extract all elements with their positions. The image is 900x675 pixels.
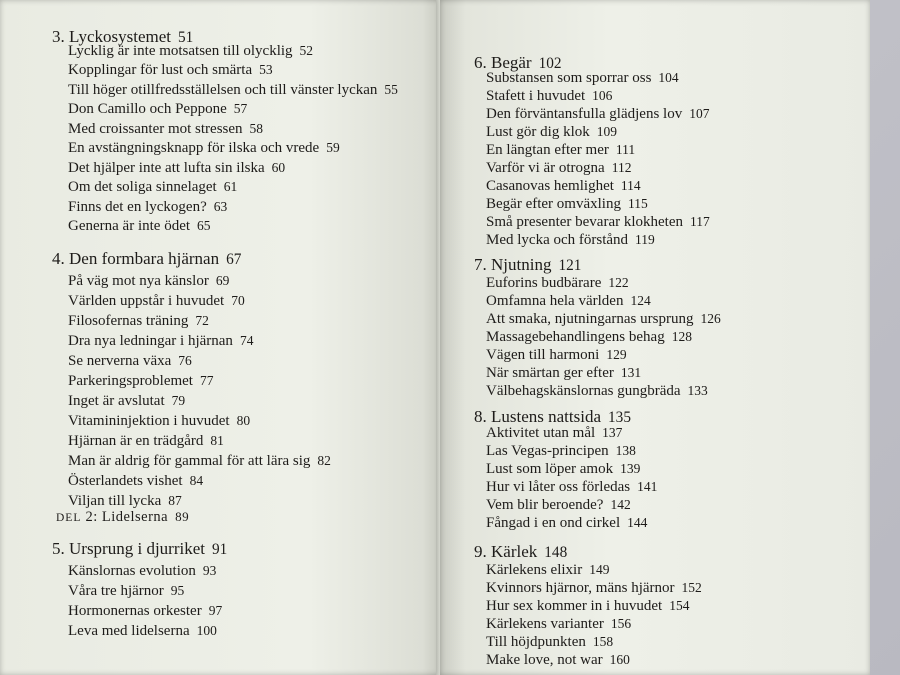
page-number: 58	[249, 121, 264, 136]
page-number: 135	[608, 409, 631, 426]
entry-title: När smärtan ger efter	[486, 365, 614, 381]
page-number: 84	[189, 473, 204, 488]
page-number: 114	[620, 178, 641, 193]
toc-entry[interactable]	[486, 161, 631, 176]
chapter-title: Den formbara hjärnan	[69, 249, 220, 268]
entry-title: Massagebehandlingens behag	[486, 329, 665, 345]
toc-entry[interactable]	[486, 107, 709, 122]
chapter-title: Ursprung i djurriket	[69, 539, 205, 558]
entry-title: Hur vi låter oss förledas	[486, 479, 631, 495]
toc-entry[interactable]	[486, 294, 651, 309]
page-number: 63	[213, 199, 228, 214]
page-number: 52	[299, 43, 314, 58]
page-number: 160	[609, 652, 630, 667]
chapter-title: Lyckosystemet	[69, 27, 171, 46]
toc-entry[interactable]	[486, 197, 648, 212]
page-number: 141	[637, 479, 658, 494]
toc-entry[interactable]	[68, 604, 222, 619]
page-number: 97	[208, 603, 223, 618]
entry-title: Hormonernas orkester	[68, 603, 202, 619]
toc-entry[interactable]	[68, 83, 398, 98]
left-page	[0, 0, 440, 675]
entry-title: Aktivitet utan mål	[486, 425, 596, 441]
page-number: 104	[658, 70, 679, 85]
toc-entry[interactable]	[486, 653, 630, 668]
toc-entry[interactable]	[486, 426, 622, 441]
toc-entry[interactable]	[486, 384, 708, 399]
toc-entry[interactable]	[68, 454, 331, 469]
chapter-number: 7.	[474, 255, 487, 274]
entry-title: Våra tre hjärnor	[68, 583, 164, 599]
toc-entry[interactable]	[486, 480, 657, 495]
toc-entry[interactable]	[486, 462, 640, 477]
chapter-title: Begär	[491, 53, 532, 72]
page-number: 111	[615, 142, 636, 157]
entry-title: Kärlekens varianter	[486, 616, 604, 632]
entry-title: Inget är avslutat	[68, 393, 165, 409]
page-number: 77	[199, 373, 214, 388]
entry-title: På väg mot nya känslor	[68, 273, 209, 289]
page-number: 119	[635, 232, 655, 247]
toc-entry[interactable]	[486, 635, 613, 650]
right-page	[440, 0, 870, 675]
toc-entry[interactable]	[486, 348, 627, 363]
page-number: 65	[197, 218, 211, 233]
toc-entry[interactable]	[486, 71, 679, 86]
entry-title: Make love, not war	[486, 652, 603, 668]
toc-entry[interactable]	[486, 581, 702, 596]
page-number: 60	[271, 160, 286, 175]
page-number: 117	[690, 214, 710, 229]
toc-entry[interactable]	[68, 274, 229, 289]
toc-entry[interactable]	[68, 624, 217, 639]
page-number: 148	[544, 544, 568, 561]
page-number: 100	[196, 623, 217, 638]
chapter-title: Kärlek	[491, 542, 538, 561]
toc-entry[interactable]	[486, 312, 721, 327]
entry-title: Man är aldrig för gammal för att lära sig	[68, 453, 311, 469]
page-number: 124	[630, 293, 651, 308]
toc-entry[interactable]	[486, 366, 641, 381]
page-number: 109	[596, 124, 617, 139]
toc-chapter-heading[interactable]	[474, 408, 631, 425]
entry-title: Till höger otillfredsställelsen och till vänster lyckan	[68, 82, 378, 98]
entry-title: Lycklig är inte motsatsen till olycklig	[68, 43, 293, 59]
page-number: 107	[689, 106, 710, 121]
chapter-title: Lustens nattsida	[491, 407, 602, 426]
part-number: 2:	[85, 509, 98, 525]
entry-title: Om det soliga sinnelaget	[68, 179, 217, 195]
chapter-number: 3.	[52, 27, 65, 46]
toc-entry[interactable]	[68, 584, 184, 599]
page-number: 142	[610, 497, 631, 512]
part-title: Lidelserna	[101, 509, 169, 525]
page-number: 149	[589, 562, 610, 577]
entry-title: Fångad i en ond cirkel	[486, 515, 621, 531]
toc-entry[interactable]	[68, 63, 273, 78]
page-number: 152	[681, 580, 702, 595]
toc-entry[interactable]	[68, 314, 209, 329]
page-number: 106	[592, 88, 613, 103]
page-number: 115	[627, 196, 648, 211]
toc-entry[interactable]	[68, 434, 224, 449]
page-number: 89	[175, 509, 190, 524]
chapter-number: 6.	[474, 53, 487, 72]
page-number: 133	[687, 383, 708, 398]
entry-title: En avstängningsknapp för ilska och vrede	[68, 140, 320, 156]
page-number: 144	[627, 515, 648, 530]
page-number: 82	[317, 453, 331, 468]
toc-entry[interactable]	[486, 276, 629, 291]
toc-entry[interactable]	[68, 180, 237, 195]
page-number: 67	[226, 251, 242, 268]
entry-title: Den förväntansfulla glädjens lov	[486, 106, 683, 122]
page-number: 137	[602, 425, 623, 440]
toc-entry[interactable]	[68, 44, 313, 59]
chapter-number: 4.	[52, 249, 65, 268]
page-number: 55	[384, 82, 398, 97]
entry-title: Lust gör dig klok	[486, 124, 590, 140]
toc-part-heading[interactable]	[56, 510, 189, 525]
toc-entry[interactable]	[486, 89, 612, 104]
entry-title: Känslornas evolution	[68, 563, 196, 579]
page-number: 69	[215, 273, 230, 288]
entry-title: Kopplingar för lust och smärta	[68, 62, 253, 78]
toc-entry[interactable]	[68, 122, 263, 137]
entry-title: Omfamna hela världen	[486, 293, 624, 309]
entry-title: Dra nya ledningar i hjärnan	[68, 333, 233, 349]
chapter-title: Njutning	[491, 255, 552, 274]
entry-title: Leva med lidelserna	[68, 623, 190, 639]
toc-chapter-heading[interactable]	[474, 543, 567, 560]
page-number: 59	[326, 140, 340, 155]
page-number: 156	[610, 616, 632, 631]
page-number: 126	[700, 311, 721, 326]
page-number: 128	[671, 329, 692, 344]
entry-title: Österlandets vishet	[68, 473, 183, 489]
toc-entry[interactable]	[68, 161, 285, 176]
toc-entry[interactable]	[486, 444, 636, 459]
page-number: 154	[669, 598, 690, 613]
toc-entry[interactable]	[68, 219, 211, 234]
toc-entry[interactable]	[68, 474, 203, 489]
toc-entry[interactable]	[486, 125, 617, 140]
entry-title: Det hjälper inte att lufta sin ilska	[68, 160, 265, 176]
toc-entry[interactable]	[68, 294, 245, 309]
entry-title: Filosofernas träning	[68, 313, 189, 329]
toc-entry[interactable]	[486, 179, 641, 194]
toc-entry[interactable]	[486, 498, 631, 513]
entry-title: Vägen till harmoni	[486, 347, 600, 363]
toc-entry[interactable]	[68, 494, 182, 509]
page-number: 93	[202, 563, 217, 578]
toc-chapter-heading[interactable]	[474, 54, 562, 71]
toc-chapter-heading[interactable]	[52, 540, 227, 557]
entry-title: Varför vi är otrogna	[486, 160, 605, 176]
page-number: 158	[592, 634, 614, 649]
toc-entry[interactable]	[68, 334, 253, 349]
entry-title: Små presenter bevarar klokheten	[486, 214, 683, 230]
page-number: 57	[233, 101, 248, 116]
page-number: 102	[538, 55, 562, 72]
page-number: 121	[558, 257, 582, 274]
entry-title: Till höjdpunkten	[486, 634, 586, 650]
page-number: 74	[239, 333, 254, 348]
toc-entry[interactable]	[68, 141, 340, 156]
toc-chapter-heading[interactable]	[52, 250, 241, 267]
toc-entry[interactable]	[68, 102, 247, 117]
toc-entry[interactable]	[486, 516, 647, 531]
entry-title: Viljan till lycka	[68, 493, 162, 509]
entry-title: Vem blir beroende?	[486, 497, 604, 513]
entry-title: Casanovas hemlighet	[486, 178, 614, 194]
toc-entry[interactable]	[486, 143, 635, 158]
toc-entry[interactable]	[486, 563, 609, 578]
entry-title: Don Camillo och Peppone	[68, 101, 227, 117]
part-label: DEL	[56, 512, 82, 524]
chapter-number: 5.	[52, 539, 65, 558]
toc-entry[interactable]	[68, 394, 185, 409]
toc-chapter-heading[interactable]	[474, 256, 581, 273]
entry-title: Stafett i huvudet	[486, 88, 586, 104]
toc-entry[interactable]	[68, 564, 216, 579]
page-number: 51	[177, 29, 194, 46]
entry-title: Världen uppstår i huvudet	[68, 293, 225, 309]
entry-title: Att smaka, njutningarnas ursprung	[486, 311, 694, 327]
entry-title: Kvinnors hjärnor, mäns hjärnor	[486, 580, 675, 596]
entry-title: En längtan efter mer	[486, 142, 609, 158]
toc-entry[interactable]	[486, 617, 631, 632]
page-number: 53	[259, 62, 273, 77]
entry-title: Euforins budbärare	[486, 275, 602, 291]
entry-title: Generna är inte ödet	[68, 218, 191, 234]
page-number: 81	[210, 433, 224, 448]
entry-title: Med lycka och förstånd	[486, 232, 629, 248]
toc-entry[interactable]	[68, 354, 192, 369]
page-number: 72	[195, 313, 209, 328]
chapter-number: 8.	[474, 407, 487, 426]
entry-title: Las Vegas-principen	[486, 443, 609, 459]
toc-entry[interactable]	[486, 599, 689, 614]
page-number: 87	[168, 493, 182, 508]
toc-entry[interactable]	[68, 374, 213, 389]
page-number: 112	[611, 160, 632, 175]
entry-title: Med croissanter mot stressen	[68, 121, 243, 137]
page-number: 131	[620, 365, 642, 380]
toc-entry[interactable]	[68, 200, 227, 215]
toc-entry[interactable]	[486, 215, 710, 230]
entry-title: Se nerverna växa	[68, 353, 172, 369]
entry-title: Lust som löper amok	[486, 461, 614, 477]
entry-title: Vitamininjektion i huvudet	[68, 413, 230, 429]
entry-title: Finns det en lyckogen?	[68, 199, 207, 215]
entry-title: Parkeringsproblemet	[68, 373, 193, 389]
page-number: 95	[170, 583, 185, 598]
page-number: 122	[608, 275, 629, 290]
entry-title: Hjärnan är en trädgård	[68, 433, 204, 449]
toc-entry[interactable]	[486, 330, 692, 345]
page-number: 61	[223, 179, 238, 194]
page-number: 139	[620, 461, 641, 476]
entry-title: Kärlekens elixir	[486, 562, 583, 578]
page-number: 70	[231, 293, 245, 308]
page-number: 129	[606, 347, 627, 362]
toc-entry[interactable]	[486, 233, 655, 248]
toc-entry[interactable]	[68, 414, 250, 429]
entry-title: Hur sex kommer in i huvudet	[486, 598, 663, 614]
chapter-number: 9.	[474, 542, 487, 561]
entry-title: Substansen som sporrar oss	[486, 70, 652, 86]
entry-title: Begär efter omväxling	[486, 196, 621, 212]
page-number: 79	[171, 393, 186, 408]
page-number: 76	[178, 353, 192, 368]
page-number: 80	[236, 413, 251, 428]
entry-title: Välbehagskänslornas gungbräda	[486, 383, 681, 399]
page-number: 91	[211, 541, 228, 558]
page-number: 138	[615, 443, 636, 458]
